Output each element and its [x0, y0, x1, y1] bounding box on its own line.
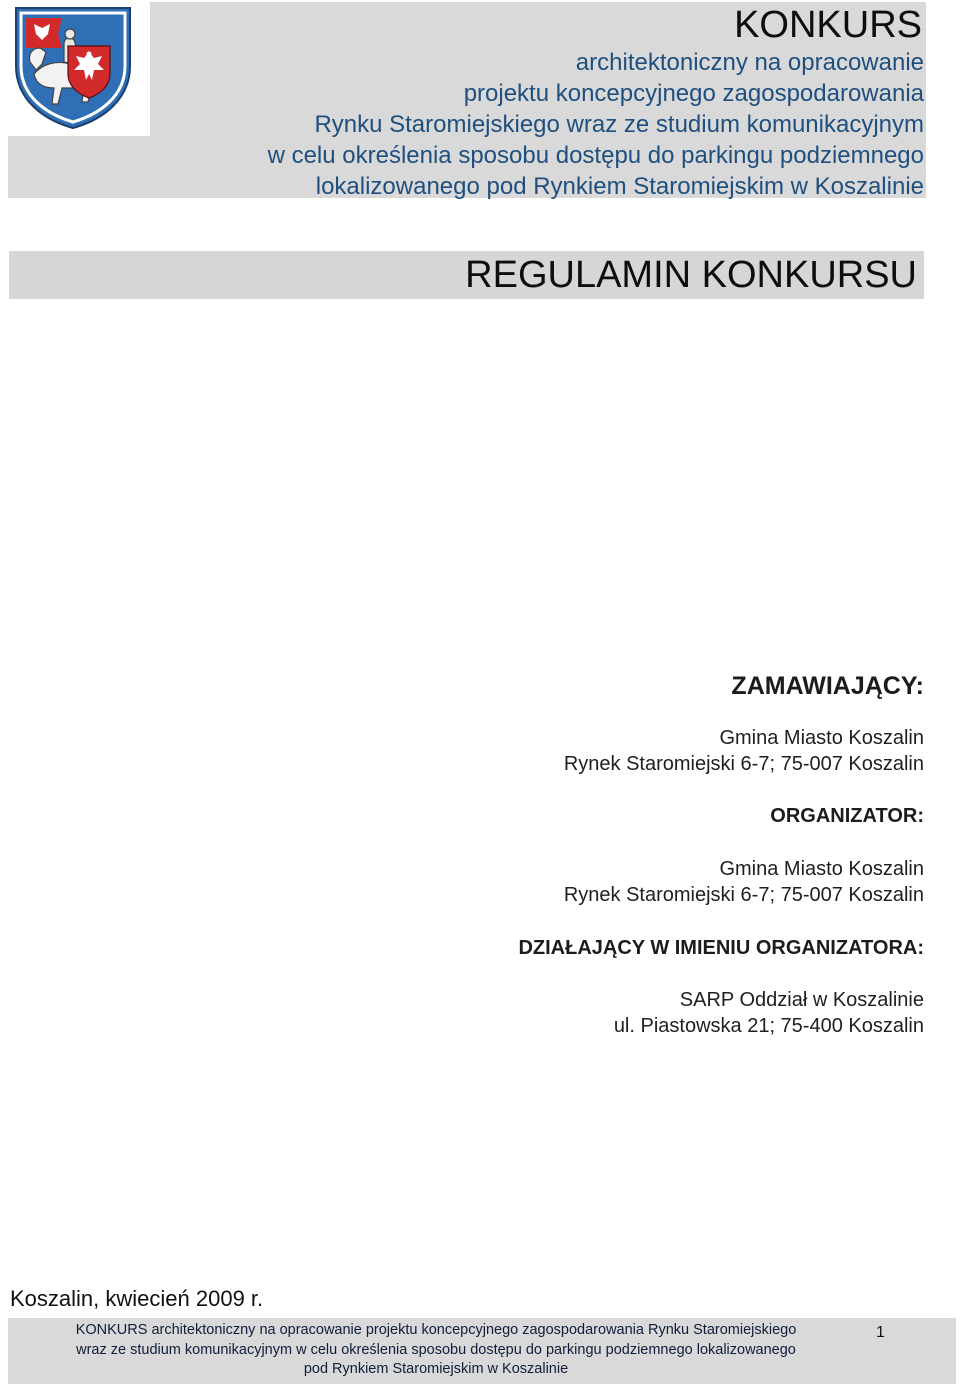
contest-subtitle-line: projektu koncepcyjnego zagospodarowania	[463, 80, 924, 107]
dzialajacy-name: SARP Oddział w Koszalinie	[679, 989, 924, 1011]
page-number: 1	[876, 1324, 885, 1341]
footer-line: KONKURS architektoniczny na opracowanie projektu koncepcyjnego zagospodarowania Rynku Staromiejskiego	[75, 1322, 797, 1338]
contest-subtitle-line: w celu określenia sposobu dostępu do parkingu podziemnego	[267, 142, 924, 169]
zamawiajacy-block	[564, 670, 924, 777]
organizator-block	[564, 803, 924, 908]
organizator-heading: ORGANIZATOR:	[770, 805, 924, 827]
dzialajacy-address: ul. Piastowska 21; 75-400 Koszalin	[613, 1015, 924, 1037]
dzialajacy-block	[518, 935, 924, 1039]
organizator-name: Gmina Miasto Koszalin	[719, 858, 924, 880]
zamawiajacy-name: Gmina Miasto Koszalin	[719, 727, 924, 749]
place-date: Koszalin, kwiecień 2009 r.	[10, 1286, 264, 1311]
organizator-address: Rynek Staromiejski 6-7; 75-007 Koszalin	[563, 884, 924, 906]
dzialajacy-heading: DZIAŁAJĄCY W IMIENIU ORGANIZATORA:	[518, 937, 924, 959]
contest-title: KONKURS	[734, 4, 922, 46]
zamawiajacy-address: Rynek Staromiejski 6-7; 75-007 Koszalin	[563, 753, 924, 775]
footer-line: pod Rynkiem Staromiejskim w Koszalinie	[303, 1361, 569, 1377]
regulamin-title: REGULAMIN KONKURSU	[465, 254, 917, 296]
zamawiajacy-heading: ZAMAWIAJĄCY:	[731, 672, 924, 700]
footer-line: wraz ze studium komunikacyjnym w celu określenia sposobu dostępu do parkingu podziemnego lokalizowanego	[76, 1341, 796, 1358]
contest-subtitle	[268, 47, 924, 202]
footer-text	[26, 1321, 846, 1380]
contest-subtitle-line: lokalizowanego pod Rynkiem Staromiejskim w Koszalinie	[315, 173, 924, 200]
contest-subtitle-line: architektoniczny na opracowanie	[575, 49, 924, 76]
contest-subtitle-line: Rynku Staromiejskiego wraz ze studium komunikacyjnym	[314, 111, 924, 138]
koszalin-coat-of-arms-icon	[12, 4, 134, 130]
